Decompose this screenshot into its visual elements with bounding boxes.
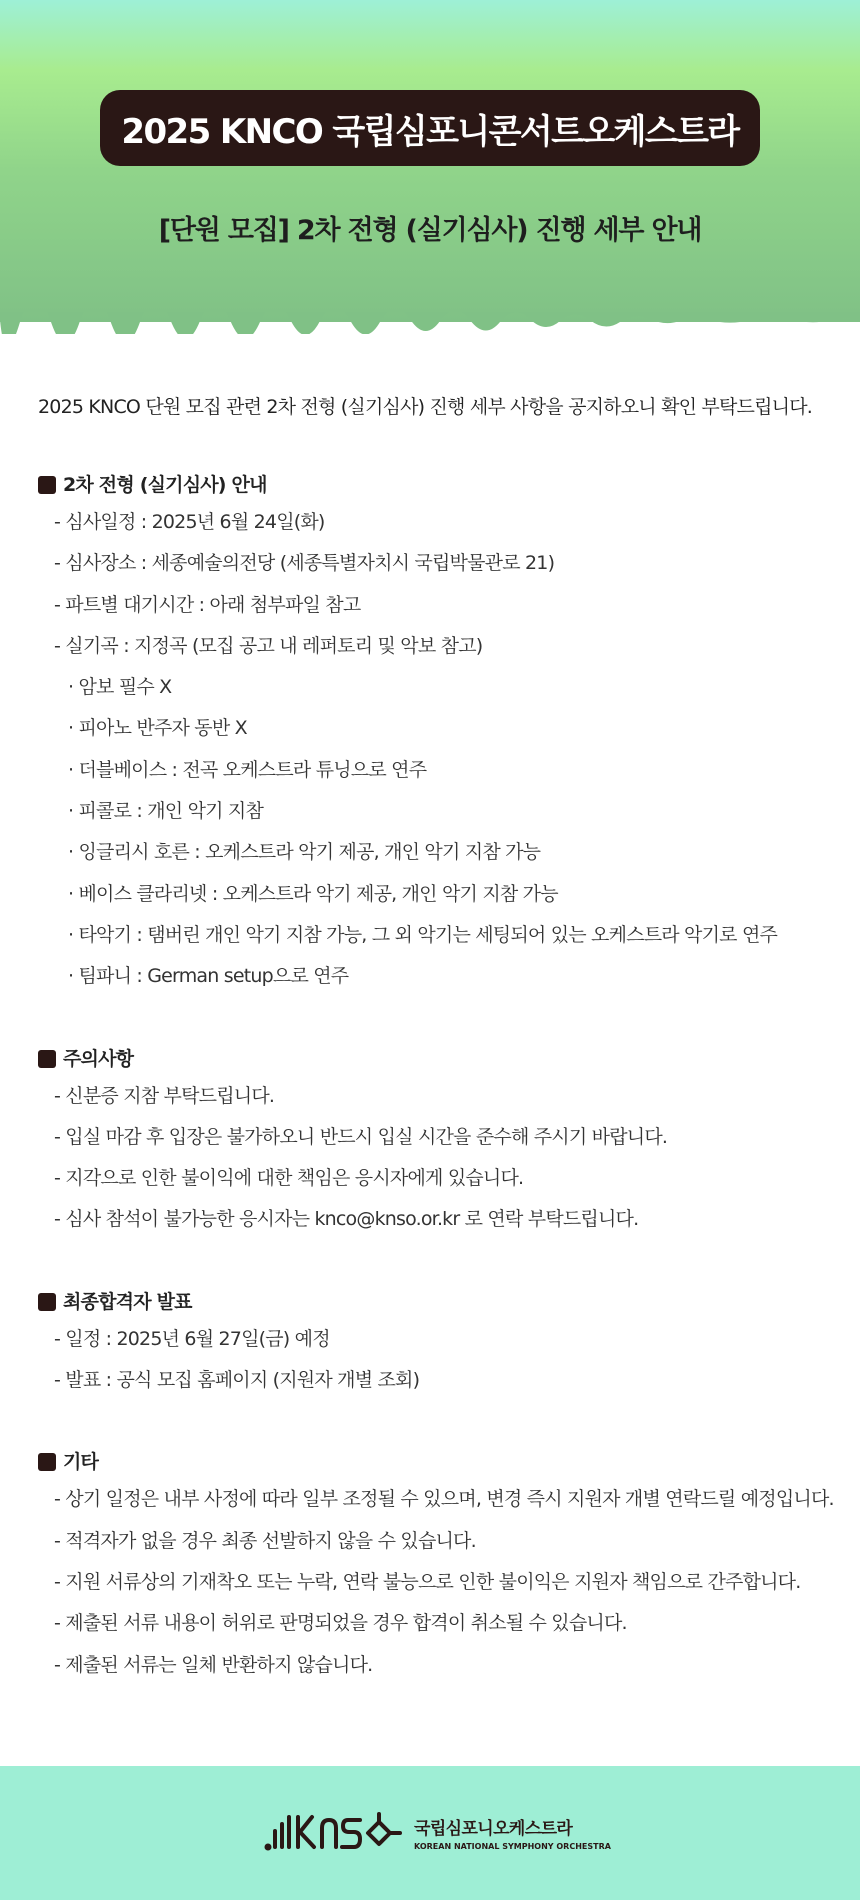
list-item: - 심사일정 : 2025년 6월 24일(화) [54,511,325,533]
list-item: - 실기곡 : 지정곡 (모집 공고 내 레퍼토리 및 악보 참고) [54,634,483,657]
wave-divider [0,312,860,334]
sub-list-item: · 피콜로 : 개인 악기 지참 [68,800,264,823]
section-title [38,1042,828,1076]
section-final-announcement [38,1285,828,1402]
square-bullet-icon [38,1050,56,1068]
list-item: - 신분증 지참 부탁드립니다. [54,1084,275,1107]
knso-logo [262,1804,611,1860]
sub-list-item: · 베이스 클라리넷 : 오케스트라 악기 제공, 개인 악기 지참 가능 [68,882,558,905]
square-bullet-icon [38,1453,56,1471]
section-precautions [38,1042,828,1241]
section-exam-info [38,468,828,998]
square-bullet-icon [38,476,56,494]
footer [0,1766,860,1900]
list-item: - 제출된 서류는 일체 반환하지 않습니다. [54,1653,373,1676]
list-item: - 제출된 서류 내용이 허위로 판명되었을 경우 합격이 취소될 수 있습니다. [54,1612,627,1635]
list-item: - 입실 마감 후 입장은 불가하오니 반드시 입실 시간을 준수해 주시기 바랍니다. [54,1125,668,1148]
list-item: - 심사 참석이 불가능한 응시자는 knco@knso.or.kr 로 연락 부탁드립니다. [54,1208,639,1231]
notice-content [38,390,834,1686]
section-title [38,1445,828,1479]
list-item: - 발표 : 공식 모집 홈페이지 (지원자 개별 조회) [54,1369,420,1392]
section-title [38,468,828,502]
list-item: - 상기 일정은 내부 사정에 따라 일부 조정될 수 있으며, 변경 즉시 지원자 개별 연락드릴 예정입니다. [54,1488,834,1511]
square-bullet-icon [38,1293,56,1311]
list-item: - 일정 : 2025년 6월 27일(금) 예정 [54,1327,330,1350]
list-item: - 지원 서류상의 기재착오 또는 누락, 연락 불능으로 인한 불이익은 지원자 책임으로 간주합니다. [54,1570,801,1593]
logo-english-name: KOREAN NATIONAL SYMPHONY ORCHESTRA [414,1841,611,1851]
header-banner [0,0,860,322]
page-subtitle: [단원 모집] 2차 전형 (실기심사) 진행 세부 안내 [158,215,702,246]
section-title-text: 기타 [63,1451,99,1474]
list-item: - 적격자가 없을 경우 최종 선발하지 않을 수 있습니다. [54,1529,476,1552]
intro-text: 2025 KNCO 단원 모집 관련 2차 전형 (실기심사) 진행 세부 사항을 공지하오니 확인 부탁드립니다. [38,396,812,418]
list-item: - 파트별 대기시간 : 아래 첨부파일 참고 [54,593,361,616]
sub-list-item: · 잉글리시 호른 : 오케스트라 악기 제공, 개인 악기 지참 가능 [68,841,541,864]
knso-logo-mark-icon [262,1810,404,1854]
section-other [38,1445,834,1685]
logo-text [414,1814,611,1851]
sub-list-item: · 암보 필수 X [68,676,172,699]
section-title [38,1285,828,1319]
section-title-text: 최종합격자 발표 [63,1290,192,1313]
section-title-text: 주의사항 [63,1047,134,1070]
sub-list-item: · 피아노 반주자 동반 X [68,717,247,740]
section-title-text: 2차 전형 (실기심사) 안내 [63,474,267,496]
sub-list-item: · 타악기 : 탬버린 개인 악기 지참 가능, 그 외 악기는 세팅되어 있는 오케스트라 악기로 연주 [68,923,778,946]
sub-list-item: · 더블베이스 : 전곡 오케스트라 튜닝으로 연주 [68,758,427,781]
logo-korean-name: 국립심포니오케스트라 [414,1818,573,1839]
page-title: 2025 KNCO 국립심포니콘서트오케스트라 [100,90,760,166]
list-item: - 심사장소 : 세종예술의전당 (세종특별자치시 국립박물관로 21) [54,552,555,575]
list-item: - 지각으로 인한 불이익에 대한 책임은 응시자에게 있습니다. [54,1167,524,1190]
sub-list-item: · 팀파니 : German setup으로 연주 [68,965,349,988]
